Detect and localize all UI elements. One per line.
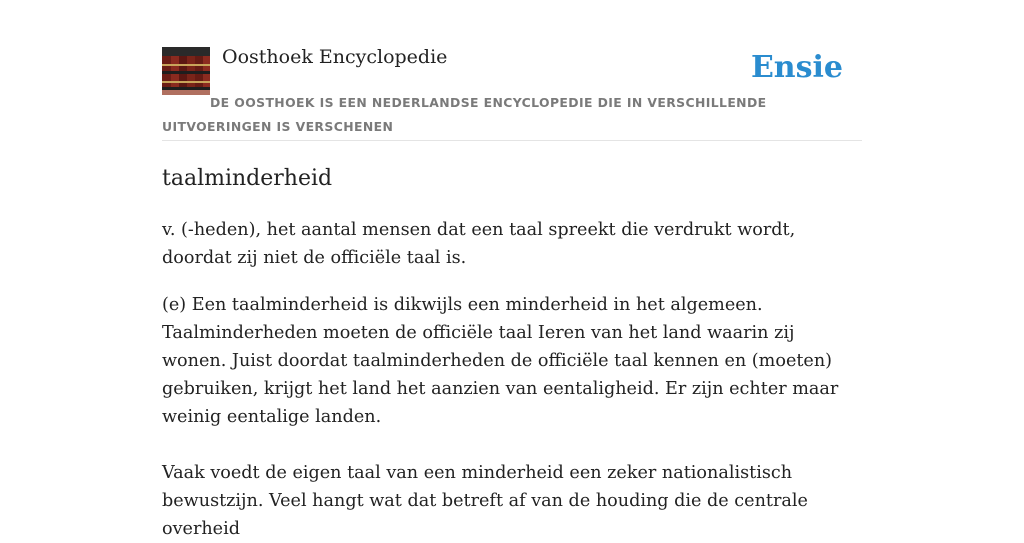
body-paragraph: Vaak voedt de eigen taal van een minderheid een zeker nationalistisch bewustzijn. Veel hangt wat dat betreft af van de houding die de centrale overheid bbox=[162, 463, 808, 539]
article bbox=[162, 163, 862, 543]
source-description-text: DE OOSTHOEK IS EEN NEDERLANDSE ENCYCLOPEDIE DIE IN VERSCHILLENDE UITVOERINGEN IS VERSCHENEN bbox=[162, 95, 767, 134]
brand-logo-link[interactable]: Ensie bbox=[750, 50, 843, 85]
source-description bbox=[162, 91, 862, 139]
avatar[interactable] bbox=[162, 47, 210, 95]
definition-paragraph: v. (-heden), het aantal mensen dat een taal spreekt die verdrukt wordt, doordat zij niet de officiële taal is. bbox=[162, 220, 796, 268]
entry-title: taalminderheid bbox=[162, 166, 333, 191]
book-spines-icon bbox=[162, 47, 210, 95]
source-title-link[interactable]: Oosthoek Encyclopedie bbox=[222, 46, 448, 68]
body-paragraph: (e) Een taalminderheid is dikwijls een minderheid in het algemeen. Taalminderheden moeten de officiële taal Ieren van het land waarin zij wonen. Juist doordat taalminderheden de officiële taal kennen en (moeten) gebruiken, krijgt het land het aanzien van eentaligheid. Er zijn echter maar weinig eentalige landen. bbox=[162, 295, 839, 427]
source-header bbox=[162, 46, 862, 141]
